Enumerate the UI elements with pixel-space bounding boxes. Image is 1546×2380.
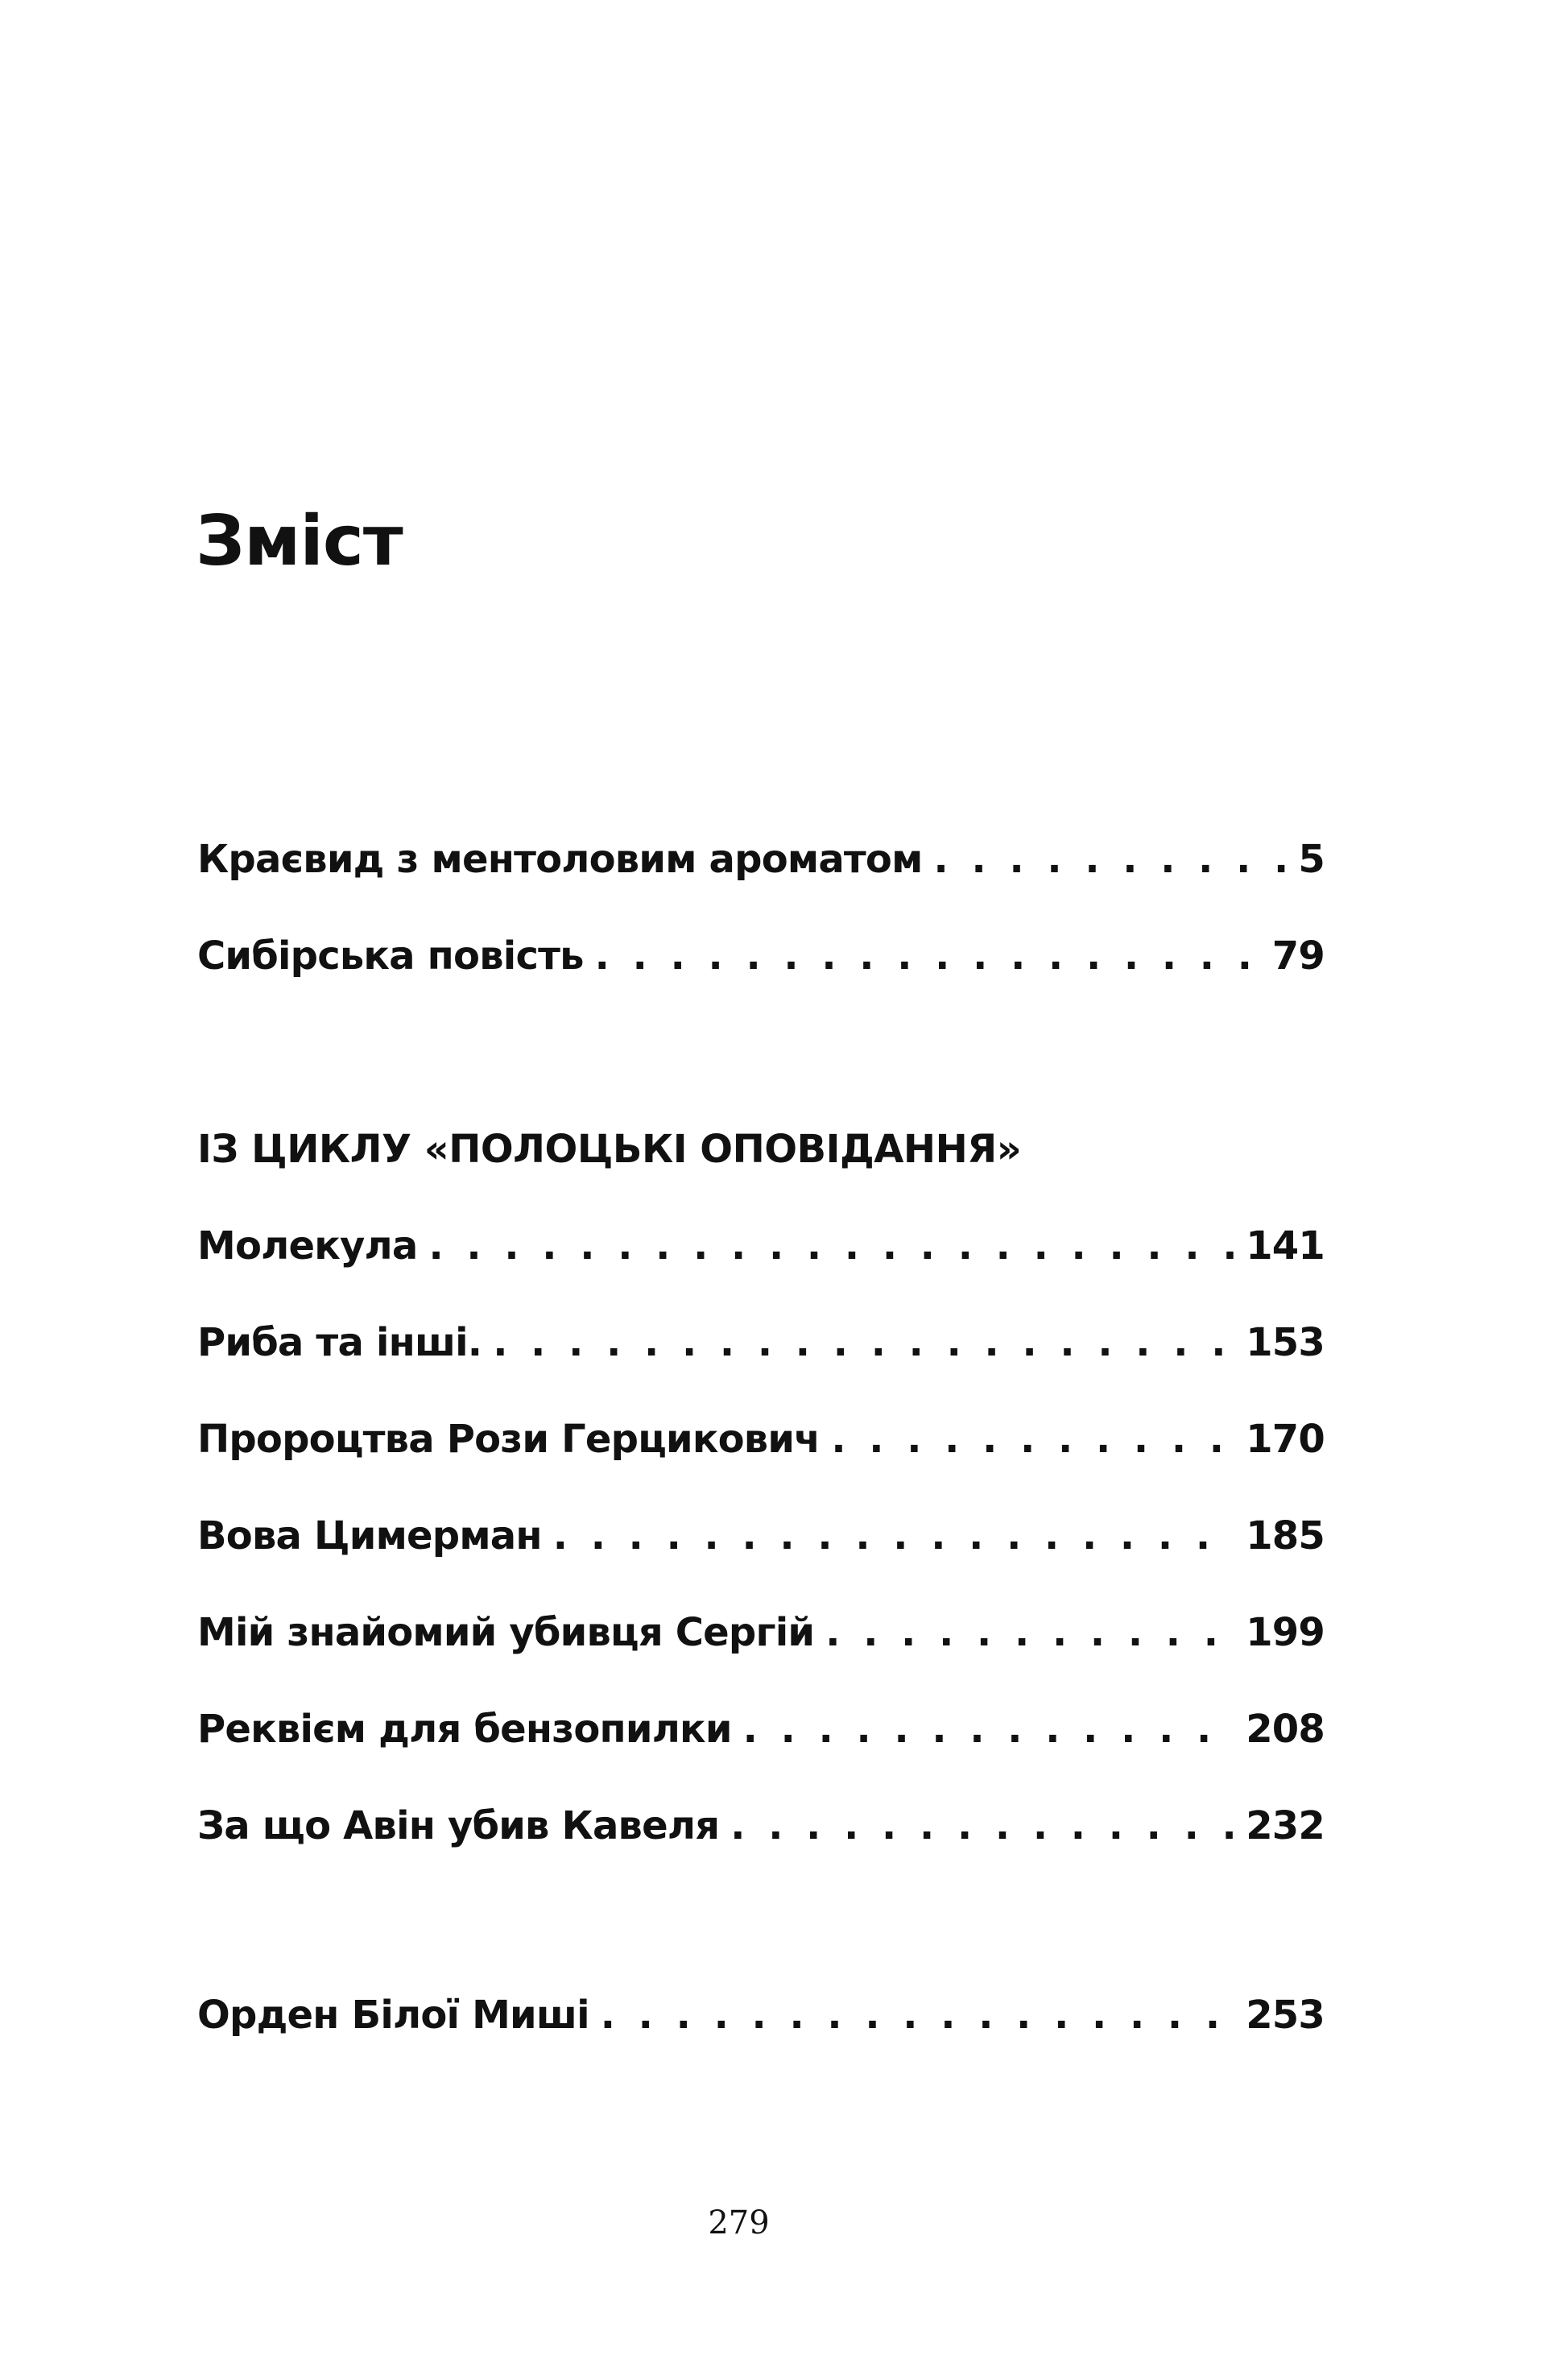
dot-leader (493, 1294, 1234, 1391)
dot-leader (825, 1584, 1234, 1681)
toc-entry (197, 1584, 1325, 1681)
toc-entry-page-number: 5 (1298, 837, 1325, 882)
toc-entry-page-number: 79 (1271, 933, 1325, 979)
toc-entry-title: Риба та інші. (197, 1320, 482, 1365)
toc-entry (197, 1967, 1325, 2063)
toc-entry-page-number: 232 (1246, 1803, 1325, 1848)
toc-entry-page-number: 153 (1246, 1320, 1325, 1365)
toc-entry-title: Вова Цимерман (197, 1513, 542, 1558)
toc-entry (197, 1198, 1325, 1294)
toc-list-part-one (197, 811, 1325, 1004)
toc-entry (197, 1778, 1325, 1874)
toc-entry (197, 1294, 1325, 1391)
toc-entry-title: За що Авін убив Кавеля (197, 1803, 720, 1848)
toc-list-part-two (197, 1198, 1325, 1874)
toc-entry-title: Краєвид з ментоловим ароматом (197, 837, 923, 882)
toc-entry-title: Пророцтва Рози Герцикович (197, 1417, 821, 1462)
toc-entry-title: Сибірська повість (197, 933, 584, 979)
toc-entry-page-number: 199 (1246, 1610, 1325, 1655)
page-title: Зміст (196, 501, 403, 582)
toc-list-part-three (197, 1967, 1325, 2063)
toc-entry-title: Молекула (197, 1223, 418, 1269)
toc-entry (197, 1681, 1325, 1778)
page-number: 279 (708, 2204, 770, 2241)
toc-entry (197, 811, 1325, 908)
dot-leader (730, 1778, 1234, 1874)
toc-entry-page-number: 253 (1246, 1993, 1325, 2038)
dot-leader (428, 1198, 1234, 1294)
toc-entry (197, 908, 1325, 1004)
dot-leader (553, 1488, 1234, 1584)
toc-entry-title: Мій знайомий убивця Сергій (197, 1610, 815, 1655)
toc-entry (197, 1391, 1325, 1488)
toc-entry-page-number: 141 (1246, 1223, 1325, 1269)
toc-entry-page-number: 170 (1246, 1417, 1325, 1462)
dot-leader (934, 811, 1288, 908)
dot-leader (595, 908, 1261, 1004)
dot-leader (743, 1681, 1235, 1778)
toc-entry-page-number: 185 (1246, 1513, 1325, 1558)
toc-entry (197, 1488, 1325, 1584)
dot-leader (831, 1391, 1234, 1488)
toc-entry-title: Реквієм для бензопилки (197, 1707, 732, 1752)
section-heading: ІЗ ЦИКЛУ «ПОЛОЦЬКІ ОПОВІДАННЯ» (197, 1127, 1022, 1172)
toc-entry-page-number: 208 (1246, 1707, 1325, 1752)
dot-leader (601, 1967, 1234, 2063)
toc-entry-title: Орден Білої Миші (197, 1993, 589, 2038)
